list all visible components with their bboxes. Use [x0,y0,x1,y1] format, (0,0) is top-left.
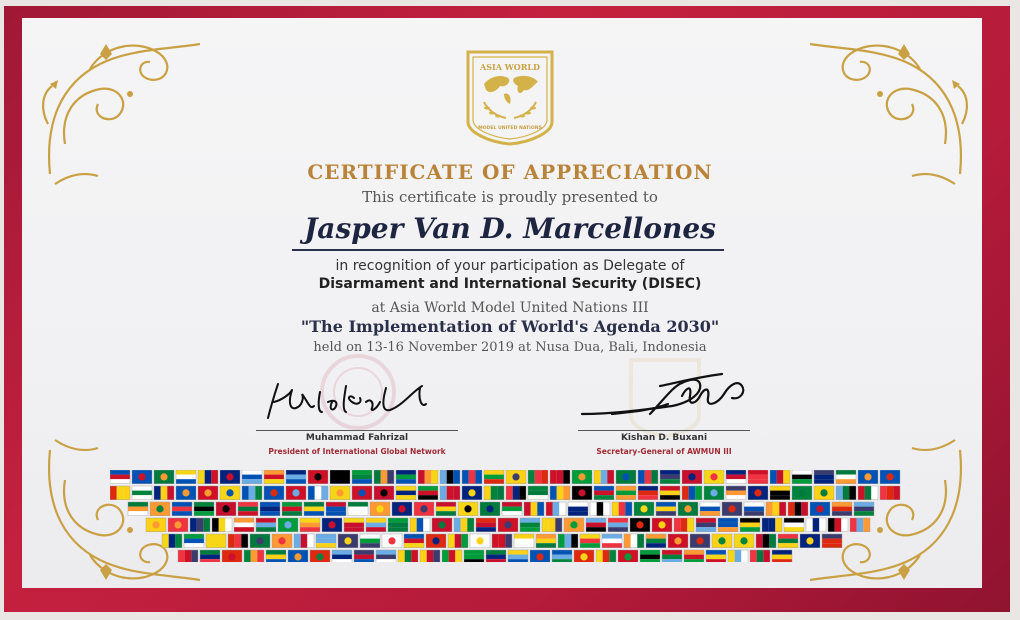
flag-tile [728,550,748,562]
flag-tile [854,502,874,516]
flag-tile [238,502,258,516]
flag-tile [242,470,262,484]
presented-to-line: This certificate is proudly presented to [362,188,658,206]
flag-tile [608,518,628,532]
flag-tile [880,486,900,500]
flag-tile [696,518,716,532]
flag-tile [640,550,660,562]
flag-tile [596,550,616,562]
flag-tile [432,518,452,532]
flag-tile [206,534,226,548]
flag-tile [734,534,754,548]
flag-tile [418,470,438,484]
signature-line-right [578,430,750,431]
flag-tile [792,486,812,500]
flag-tile [308,486,328,500]
flag-tile [660,470,680,484]
flag-tile [332,550,352,562]
flag-tile [316,534,336,548]
flag-tile [638,470,658,484]
flag-tile [778,534,798,548]
flag-tile [410,518,430,532]
flag-tile [718,518,738,532]
signature-right [572,366,762,426]
flag-tile [550,486,570,500]
flag-tile [690,534,710,548]
flag-tile [146,518,166,532]
signatory-left-title: President of International Global Network [268,447,446,456]
flag-tile [508,550,528,562]
committee-name: Disarmament and International Security (DISEC) [318,276,702,292]
flag-tile [250,534,270,548]
flag-tile [382,534,402,548]
flag-tile [418,486,438,500]
flag-tile [536,534,556,548]
flag-tile [154,470,174,484]
flag-tile [376,550,396,562]
recipient-name: Jasper Van D. Marcellones [304,212,716,245]
flag-tile [442,550,462,562]
flag-tile [310,550,330,562]
flag-tile [586,518,606,532]
flag-tile [294,534,314,548]
flag-tile [366,518,386,532]
flag-tile [448,534,468,548]
flag-tile [668,534,688,548]
flag-tile [420,550,440,562]
flag-tile [704,470,724,484]
flag-tile [266,550,286,562]
flag-tile [322,518,342,532]
flag-tile [772,550,792,562]
asia-world-mun-logo [462,48,558,146]
event-line: at Asia World Model United Nations III [371,300,649,316]
flag-tile [344,518,364,532]
event-date-location: held on 13-16 November 2019 at Nusa Dua, Bali, Indonesia [313,340,707,355]
flag-tile [750,550,770,562]
flag-tile [528,470,548,484]
flag-tile [132,470,152,484]
flag-tile [744,502,764,516]
flag-tile [374,470,394,484]
flag-tile [396,470,416,484]
flag-tile [498,518,518,532]
flag-tile [616,470,636,484]
recognition-line: in recognition of your participation as Delegate of [335,258,685,274]
name-underline [292,249,724,251]
flag-tile [748,470,768,484]
flag-tile [674,518,694,532]
flag-tile [458,502,478,516]
flag-tile [594,486,614,500]
flag-tile [814,486,834,500]
signatory-left-name: Muhammad Fahrizal [305,433,409,443]
flag-tile [150,502,170,516]
flag-tile [184,534,204,548]
flag-tile [212,518,232,532]
flag-tile [656,502,676,516]
logo-bottom-text: MODEL UNITED NATIONS [478,126,542,131]
flag-tile [756,534,776,548]
flag-tile [602,534,622,548]
flag-tile [222,550,242,562]
flag-tile [646,534,666,548]
flag-tile [662,550,682,562]
flag-tile [568,502,588,516]
flag-tile [440,470,460,484]
flag-tile [198,486,218,500]
flag-tile [850,518,870,532]
flag-tile [480,502,500,516]
flag-tile [484,486,504,500]
flag-tile [168,518,188,532]
flag-tile [784,518,804,532]
flag-tile [486,550,506,562]
logo-top-text: ASIA WORLD [480,62,540,72]
flag-tile [330,486,350,500]
flag-tile [682,470,702,484]
flag-tile [880,470,900,484]
flag-tile [542,518,562,532]
flag-tile [272,534,292,548]
flag-tile [564,518,584,532]
flag-tile [388,518,408,532]
signatory-right-title: Secretary-General of AWMUN III [596,447,732,456]
flag-tile [836,470,856,484]
flag-tile [392,502,412,516]
flag-tile [176,486,196,500]
flag-tile [638,486,658,500]
flag-tile [440,486,460,500]
flag-tile [572,486,592,500]
flag-tile [828,518,848,532]
flag-tile [228,534,248,548]
flag-tile [398,550,418,562]
flag-tile [352,470,372,484]
flag-tile [630,518,650,532]
flag-tile [172,502,192,516]
flag-tile [524,502,544,516]
signature-line-left [256,430,458,431]
flag-tile [700,502,720,516]
flag-tile [748,486,768,500]
flag-tile [800,534,820,548]
flag-tile [678,502,698,516]
flag-tile [528,486,548,500]
flag-tile [766,502,786,516]
flag-tile [470,534,490,548]
flag-tile [792,470,812,484]
flag-tile [360,534,380,548]
event-theme: "The Implementation of World's Agenda 2030" [300,317,720,336]
flag-tile [572,470,592,484]
flag-tile [858,470,878,484]
flag-tile [502,502,522,516]
flag-tile [682,486,702,500]
flag-tile [436,502,456,516]
flag-tile [300,518,320,532]
world-flags-collage [110,470,910,562]
flag-tile [110,486,130,500]
flag-tile [374,486,394,500]
flag-tile [740,518,760,532]
flag-tile [264,470,284,484]
flag-tile [590,502,610,516]
flag-tile [822,534,842,548]
flag-tile [132,486,152,500]
flag-tile [176,470,196,484]
flag-tile [506,486,526,500]
flag-tile [370,502,390,516]
flag-tile [810,502,830,516]
flag-tile [574,550,594,562]
flag-tile [190,518,210,532]
flag-tile [726,470,746,484]
flag-tile [704,486,724,500]
flag-tile [162,534,182,548]
flag-tile [634,502,654,516]
flag-tile [244,550,264,562]
flag-tile [242,486,262,500]
flag-tile [616,486,636,500]
flag-tile [712,534,732,548]
flag-tile [396,486,416,500]
flag-tile [194,502,214,516]
flag-tile [612,502,632,516]
flag-tile [520,518,540,532]
flag-tile [354,550,374,562]
flag-tile [836,486,856,500]
flag-tile [580,534,600,548]
flag-tile [770,486,790,500]
flag-tile [814,470,834,484]
flag-tile [338,534,358,548]
flag-tile [462,470,482,484]
flag-tile [128,502,148,516]
flag-tile [550,470,570,484]
flag-tile [594,470,614,484]
flag-tile [476,518,496,532]
flag-tile [652,518,672,532]
flag-tile [624,534,644,548]
flag-tile [558,534,578,548]
flag-tile [282,502,302,516]
flag-tile [178,550,198,562]
flag-tile [286,486,306,500]
flag-tile [348,502,368,516]
flag-tile [154,486,174,500]
flag-tile [308,470,328,484]
flag-tile [286,470,306,484]
flag-tile [220,486,240,500]
flag-tile [770,470,790,484]
flag-tile [506,470,526,484]
flag-tile [278,518,298,532]
flag-tile [806,518,826,532]
flag-tile [492,534,512,548]
flag-tile [530,550,550,562]
flag-tile [514,534,534,548]
flag-tile [256,518,276,532]
flag-tile [200,550,220,562]
flag-tile [404,534,424,548]
flag-tile [618,550,638,562]
flag-tile [546,502,566,516]
flag-tile [706,550,726,562]
flag-tile [304,502,324,516]
certificate-title: CERTIFICATE OF APPRECIATION [307,160,713,184]
flag-tile [552,550,572,562]
flag-tile [288,550,308,562]
flag-tile [414,502,434,516]
flag-tile [832,502,852,516]
flag-tile [726,486,746,500]
flag-tile [220,470,240,484]
flag-tile [684,550,704,562]
flag-tile [722,502,742,516]
flag-tile [762,518,782,532]
flag-tile [260,502,280,516]
signature-left [262,372,442,432]
flag-tile [198,470,218,484]
flag-tile [426,534,446,548]
flag-tile [454,518,474,532]
flag-tile [464,550,484,562]
flag-tile [264,486,284,500]
flag-tile [462,486,482,500]
flag-tile [858,486,878,500]
flag-tile [484,470,504,484]
flag-tile [110,470,130,484]
flag-tile [330,470,350,484]
flag-tile [326,502,346,516]
flag-tile [788,502,808,516]
flag-tile [234,518,254,532]
flag-tile [216,502,236,516]
flag-tile [352,486,372,500]
flag-tile [660,486,680,500]
signatory-right-name: Kishan D. Buxani [620,433,708,443]
